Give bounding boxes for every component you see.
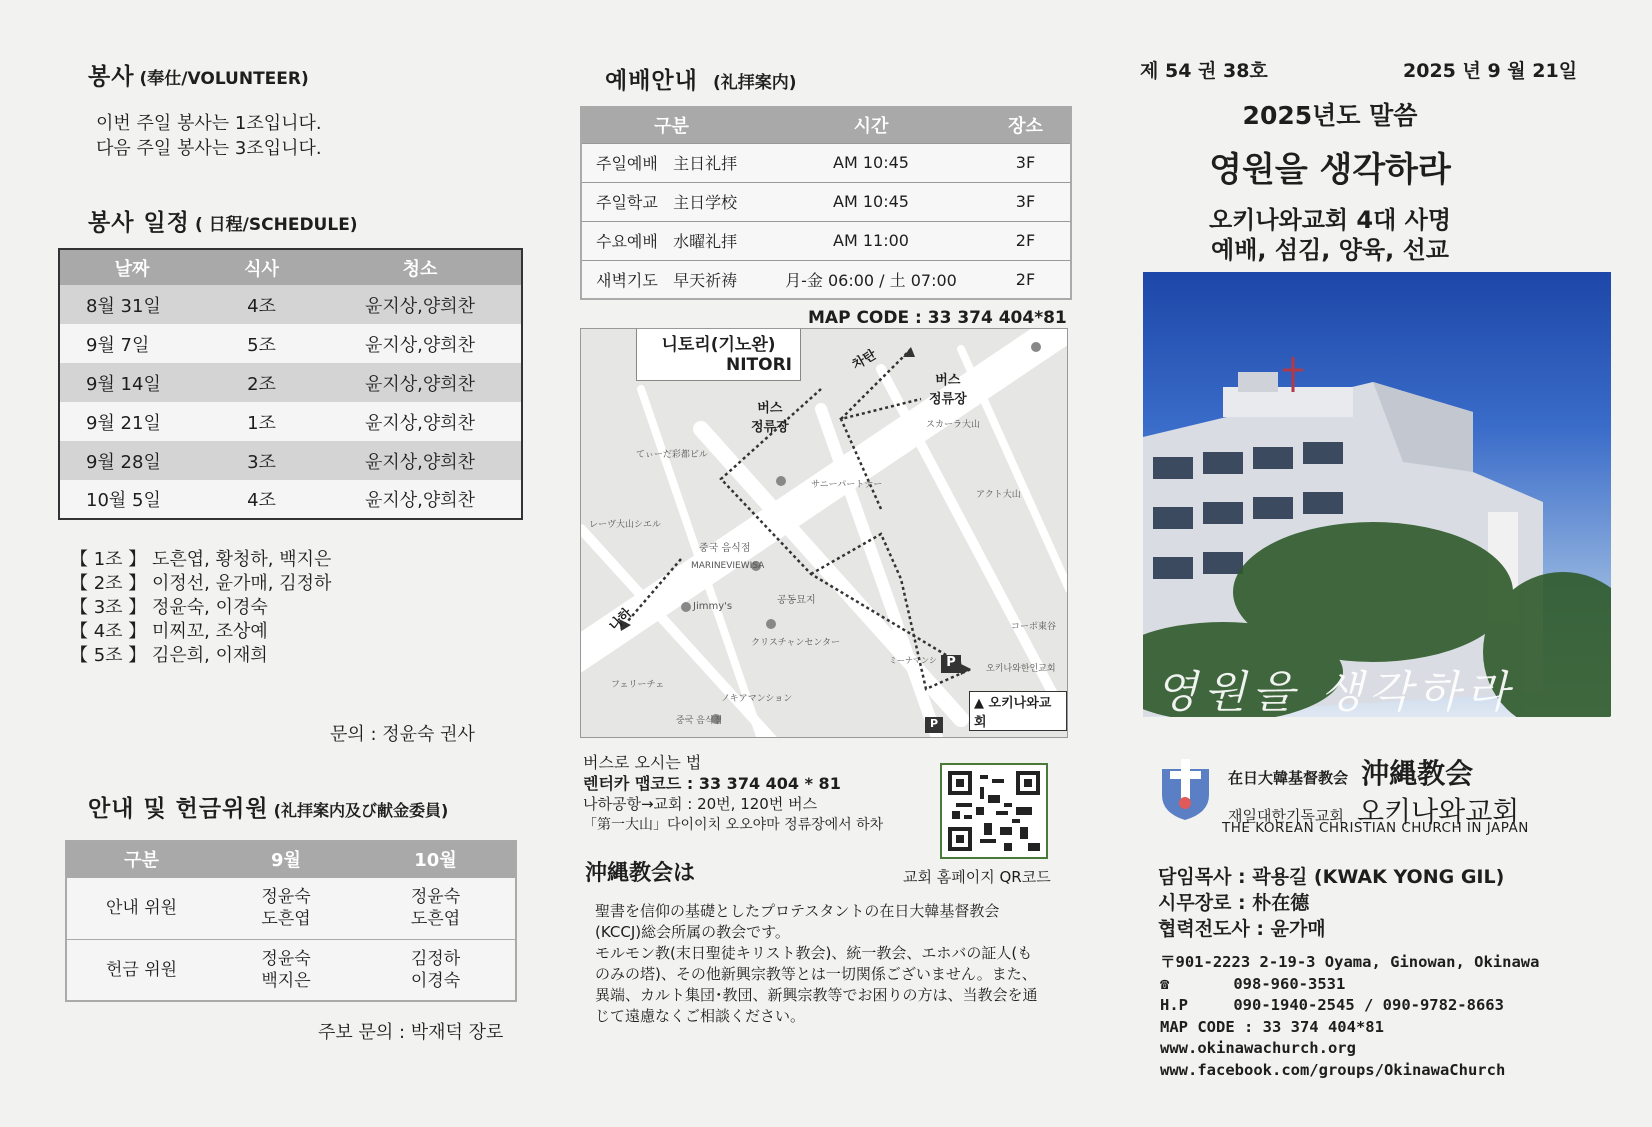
- mobile-numbers: 090-1940-2545 / 090-9782-8663: [1233, 996, 1504, 1014]
- qr-label: 교회 홈페이지 QR코드: [903, 868, 1051, 886]
- poi-label: アクト大山: [976, 490, 1021, 500]
- place-cell: 3F: [981, 182, 1071, 221]
- service-cell: 새벽기도 早天祈祷: [581, 260, 761, 299]
- header-september: 9월: [216, 841, 356, 877]
- schedule-row: [59, 324, 522, 363]
- parking-icon: P: [941, 655, 961, 673]
- guide-title: 안내 및 헌금위원 (礼拝案内及び献金委員): [88, 796, 449, 822]
- volunteer-text: [96, 111, 508, 161]
- group-item: 【 3조 】 정윤숙, 이경숙: [70, 597, 268, 618]
- worship-row: [581, 182, 1071, 221]
- about-paragraph: 聖書を信仰の基礎としたプロテスタントの在日大韓基督教会(KCCJ)総会所属の教会です。: [595, 902, 1000, 941]
- parking-icon: P: [925, 717, 943, 733]
- address: 〒901-2223 2-19-3 Oyama, Ginowan, Okinawa: [1160, 953, 1540, 971]
- poi-marker-icon: [1031, 342, 1041, 352]
- nitori-label: 니토리(기노완) NITORI: [636, 328, 801, 381]
- bus-stop-info: 「第一大山」다이이치 오오야마 정류장에서 하차: [583, 817, 884, 833]
- bus-info: [583, 752, 883, 836]
- telephone: 098-960-3531: [1233, 974, 1346, 993]
- volunteer-title: 봉사 (奉仕/VOLUNTEER): [88, 64, 309, 90]
- schedule-table: [58, 248, 523, 520]
- time-cell: 月-金 06:00 / 土 07:00: [761, 260, 981, 299]
- guide-label: 헌금 위원: [66, 939, 216, 1001]
- church-name-ja-row: 在日大韓基督教会 沖縄教会: [1228, 757, 1474, 790]
- header-category: 구분: [66, 841, 216, 877]
- poi-marker-icon: [776, 476, 786, 486]
- facebook-link[interactable]: www.facebook.com/groups/OkinawaChurch: [1160, 1060, 1506, 1079]
- poi-label: 오키나와한인교회: [986, 664, 1056, 674]
- poi-marker-icon: [766, 619, 776, 629]
- bulletin-contact: 주보 문의 : 박재덕 장로: [318, 1022, 504, 1043]
- schedule-row: [59, 285, 522, 324]
- about-paragraph: モルモン教(末日聖徒キリスト教会)、統一教会、エホバの証人(ものみの塔)、その他新興宗教等とは一切関係ございません。また、異端、カルト集団･教団、新興宗教等でお困りの方は、当教会を通じて遠慮なくご相談ください。: [595, 944, 1038, 1025]
- phone-icon: ☎: [1160, 974, 1170, 993]
- service-cell: 수요예배 水曜礼拝: [581, 221, 761, 260]
- about-title: 沖縄教会は: [585, 861, 696, 886]
- worship-table: [580, 106, 1072, 300]
- cleaning-cell: 윤지상,양희찬: [319, 324, 522, 363]
- mission-list: 예배, 섬김, 양육, 선교: [1211, 236, 1449, 264]
- group-list: [70, 548, 331, 668]
- church-mapcode: MAP CODE : 33 374 404*81: [1160, 1017, 1384, 1036]
- guide-row-offering: [66, 939, 516, 1001]
- meal-cell: 3조: [204, 441, 319, 480]
- evangelist: 협력전도사 : 윤가매: [1158, 918, 1326, 940]
- qr-code-icon: [948, 771, 1040, 851]
- poi-label: Jimmy's: [693, 601, 733, 612]
- place-cell: 3F: [981, 143, 1071, 182]
- service-cell: 주일예배 主日礼拝: [581, 143, 761, 182]
- direction-naha-label: 나하: [606, 605, 636, 635]
- date-cell: 9월 7일: [59, 324, 204, 363]
- time-cell: AM 10:45: [761, 143, 981, 182]
- church-building-image: [1143, 272, 1611, 717]
- cleaning-cell: 윤지상,양희찬: [319, 363, 522, 402]
- guide-label: 안내 위원: [66, 877, 216, 939]
- motto: 영원을 생각하라: [1209, 150, 1451, 190]
- meal-cell: 5조: [204, 324, 319, 363]
- date-cell: 8월 31일: [59, 285, 204, 324]
- schedule-row: [59, 480, 522, 519]
- direction-chatan-label: 차탄: [849, 347, 880, 374]
- cleaning-cell: 윤지상,양희찬: [319, 441, 522, 480]
- service-cell: 주일학교 主日学校: [581, 182, 761, 221]
- date-cell: 10월 5일: [59, 480, 204, 519]
- pastor: 담임목사 : 곽용길 (KWAK YONG GIL): [1158, 866, 1505, 888]
- schedule-row: [59, 441, 522, 480]
- header-time: 시간: [761, 107, 981, 143]
- church-location-label: ▲ 오키나와교회: [969, 691, 1067, 731]
- volunteer-this-week: 이번 주일 봉사는 1조입니다.: [96, 113, 322, 134]
- schedule-row: [59, 402, 522, 441]
- website-link[interactable]: www.okinawachurch.org: [1160, 1039, 1356, 1057]
- guide-cell: 정윤숙 도흔엽: [356, 877, 516, 939]
- staff-list: [1158, 864, 1504, 942]
- worship-title: 예배안내 (礼拝案内): [605, 68, 797, 94]
- church-photo: [1143, 272, 1611, 717]
- church-name-block: [1228, 752, 1519, 830]
- motto-year: 2025년도 말씀: [1242, 101, 1418, 130]
- place-cell: 2F: [981, 221, 1071, 260]
- header-type: 구분: [581, 107, 761, 143]
- guide-header-row: [66, 841, 516, 877]
- rental-mapcode: 렌터카 맵코드 : 33 374 404 * 81: [583, 774, 841, 793]
- worship-row: [581, 221, 1071, 260]
- poi-marker-icon: [681, 602, 691, 612]
- bus-route: 나하공항→교회 : 20번, 120번 버스: [583, 795, 818, 813]
- header-cleaning: 청소: [319, 249, 522, 285]
- meal-cell: 2조: [204, 363, 319, 402]
- volunteer-next-week: 다음 주일 봉사는 3조입니다.: [96, 138, 322, 159]
- header-october: 10월: [356, 841, 516, 877]
- mission-title: 오키나와교회 4대 사명: [1208, 206, 1452, 234]
- church-emblem-icon: [1158, 757, 1213, 822]
- mobile-label: H.P: [1160, 996, 1188, 1014]
- schedule-row: [59, 363, 522, 402]
- volume-number: 제 54 권 38호: [1140, 60, 1268, 82]
- meal-cell: 4조: [204, 480, 319, 519]
- group-item: 【 2조 】 이정선, 윤가매, 김정하: [70, 573, 332, 594]
- poi-label: ノキアマンション: [721, 694, 793, 704]
- schedule-header-row: [59, 249, 522, 285]
- schedule-title: 봉사 일정 ( 日程/SCHEDULE): [88, 210, 358, 236]
- church-pin-icon: ▲: [974, 696, 984, 711]
- church-name-kr-row: 재일대한기독교회 오키나와교회: [1228, 795, 1520, 828]
- schedule-contact: 문의 : 정윤숙 권사: [330, 724, 475, 745]
- group-item: 【 1조 】 도흔엽, 황청하, 백지은: [70, 549, 332, 570]
- mobile-row: [1160, 995, 1539, 1017]
- poi-label: 중국 음식점: [699, 543, 751, 554]
- poi-label: フェリーチェ: [611, 680, 665, 690]
- poi-label: サニーパートナー: [811, 480, 883, 490]
- poi-label: MARINEVIEWISA: [691, 561, 765, 571]
- date-cell: 9월 14일: [59, 363, 204, 402]
- guide-cell: 정윤숙 백지은: [216, 939, 356, 1001]
- place-cell: 2F: [981, 260, 1071, 299]
- cleaning-cell: 윤지상,양희찬: [319, 285, 522, 324]
- cleaning-cell: 윤지상,양희찬: [319, 402, 522, 441]
- date-cell: 9월 21일: [59, 402, 204, 441]
- worship-header-row: [581, 107, 1071, 143]
- poi-label: クリスチャンセンター: [751, 638, 841, 648]
- poi-label: レーヴ大山シエル: [589, 520, 662, 530]
- header-meal: 식사: [204, 249, 319, 285]
- church-logo: [1158, 757, 1213, 822]
- group-item: 【 5조 】 김은희, 이재희: [70, 645, 268, 666]
- guide-row-usher: [66, 877, 516, 939]
- poi-label: 공동묘지: [777, 595, 816, 606]
- worship-row: [581, 143, 1071, 182]
- header-date: 날짜: [59, 249, 204, 285]
- worship-row: [581, 260, 1071, 299]
- date-cell: 9월 28일: [59, 441, 204, 480]
- poi-label: 중국 음식점: [676, 716, 723, 726]
- poi-label: コーポ東谷: [1011, 622, 1057, 632]
- arrow-icon: [903, 347, 915, 357]
- volunteer-section: [88, 58, 508, 161]
- church-name-en: THE KOREAN CHRISTIAN CHURCH IN JAPAN: [1222, 820, 1529, 836]
- issue-date: 2025 년 9 월 21일: [1403, 60, 1578, 82]
- meal-cell: 1조: [204, 402, 319, 441]
- bus-stop-label: 버스 정류장: [929, 373, 967, 407]
- map-code: MAP CODE : 33 374 404*81: [808, 308, 1067, 328]
- poi-label: スカーラ大山: [926, 420, 981, 430]
- poi-label: ミーナマンシ: [889, 656, 937, 665]
- cleaning-cell: 윤지상,양희찬: [319, 480, 522, 519]
- group-item: 【 4조 】 미찌꼬, 조상예: [70, 621, 268, 642]
- contact-block: [1160, 952, 1539, 1081]
- bus-stop-label: 버스 정류장: [751, 401, 789, 435]
- bus-title: 버스로 오시는 법: [583, 753, 702, 772]
- meal-cell: 4조: [204, 285, 319, 324]
- guide-table: [65, 840, 517, 1002]
- poi-label: てぃーだ彩都ビル: [636, 450, 708, 460]
- guide-cell: 김정하 이경숙: [356, 939, 516, 1001]
- header-place: 장소: [981, 107, 1071, 143]
- elder: 시무장로 : 朴在德: [1158, 892, 1310, 914]
- telephone-row: [1160, 974, 1539, 996]
- photo-caption: 영원을 생각하라: [1155, 667, 1515, 717]
- guide-cell: 정윤숙 도흔엽: [216, 877, 356, 939]
- about-section: [585, 856, 1045, 1027]
- church-map: [580, 328, 1068, 738]
- time-cell: AM 10:45: [761, 182, 981, 221]
- qr-code[interactable]: [940, 763, 1048, 859]
- time-cell: AM 11:00: [761, 221, 981, 260]
